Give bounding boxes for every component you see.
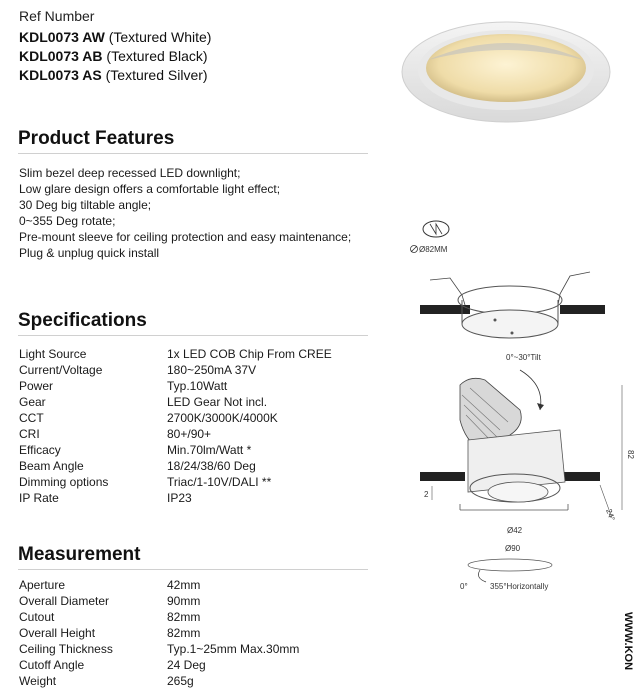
specifications-heading: Specifications (18, 310, 147, 331)
model-finish: (Textured Silver) (105, 67, 208, 83)
measurement-label: Overall Height (19, 626, 96, 640)
technical-diagram (400, 210, 635, 600)
cutoff-angle-label: 24° (604, 507, 617, 523)
spec-label: Current/Voltage (19, 363, 103, 377)
spec-label: Power (19, 379, 54, 393)
model-code: KDL0073 AW (19, 29, 105, 45)
cutout-label: Ø82MM (419, 245, 448, 254)
spec-value: 18/24/38/60 Deg (167, 459, 256, 473)
downlight-product-image (398, 16, 614, 126)
product-features-heading: Product Features (18, 128, 175, 149)
measurement-value: 42mm (167, 578, 201, 592)
rotation-start-label: 0° (460, 582, 468, 591)
measurement-value: 90mm (167, 594, 201, 608)
feature-item: 30 Deg big tiltable angle; (19, 198, 152, 212)
model-finish: (Textured Black) (106, 48, 208, 64)
spec-label: Light Source (19, 347, 87, 361)
measurement-value: 82mm (167, 626, 201, 640)
model-aw (19, 29, 211, 45)
section-divider (18, 153, 368, 154)
thickness-label: 2 (424, 490, 429, 499)
feature-item: Low glare design offers a comfortable light effect; (19, 182, 281, 196)
rotation-indicator (468, 559, 552, 582)
spec-label: Gear (19, 395, 46, 409)
model-as (19, 67, 208, 83)
section-divider (18, 335, 368, 336)
edge-website-text: WWW.KON (622, 612, 634, 671)
feature-item: Plug & unplug quick install (19, 246, 160, 260)
measurement-value: 82mm (167, 610, 201, 624)
spec-value: 80+/90+ (167, 427, 212, 441)
height-label: 82 (626, 450, 635, 459)
model-code: KDL0073 AB (19, 48, 103, 64)
measurement-label: Cutoff Angle (19, 658, 85, 672)
feature-item: 0~355 Deg rotate; (19, 214, 116, 228)
measurement-label: Weight (19, 674, 57, 688)
ref-number-heading: Ref Number (19, 8, 95, 24)
spec-value: Min.70lm/Watt * (167, 443, 252, 457)
spec-value: Triac/1-10V/DALI ** (167, 475, 272, 489)
model-finish: (Textured White) (108, 29, 212, 45)
spec-label: CRI (19, 427, 40, 441)
aperture-label: Ø42 (507, 526, 523, 535)
mounting-sleeve-drawing (420, 272, 605, 338)
section-divider (18, 569, 368, 570)
feature-item: Slim bezel deep recessed LED downlight; (19, 166, 241, 180)
spec-value: IP23 (167, 491, 192, 505)
spec-label: Efficacy (19, 443, 61, 457)
measurement-label: Overall Diameter (19, 594, 110, 608)
measurement-label: Ceiling Thickness (19, 642, 113, 656)
measurement-value: 265g (167, 674, 194, 688)
measurement-value: 24 Deg (167, 658, 206, 672)
tilt-label: 0°~30°Tilt (506, 353, 541, 362)
spec-value: 180~250mA 37V (167, 363, 257, 377)
spec-value: Typ.10Watt (167, 379, 228, 393)
feature-item: Pre-mount sleeve for ceiling protection and easy maintenance; (19, 230, 352, 244)
model-code: KDL0073 AS (19, 67, 102, 83)
spec-value: LED Gear Not incl. (167, 395, 268, 409)
measurement-heading: Measurement (18, 544, 141, 565)
rotation-label: 355°Horizontally (490, 582, 549, 591)
measurement-value: Typ.1~25mm Max.30mm (167, 642, 300, 656)
diameter-label: Ø90 (505, 544, 521, 553)
spec-value: 1x LED COB Chip From CREE (167, 347, 332, 361)
spec-label: CCT (19, 411, 44, 425)
measurement-label: Cutout (19, 610, 55, 624)
spec-value: 2700K/3000K/4000K (167, 411, 278, 425)
spec-label: IP Rate (19, 491, 59, 505)
measurement-label: Aperture (19, 578, 66, 592)
spec-label: Dimming options (19, 475, 109, 489)
model-ab (19, 48, 208, 64)
tilt-luminaire-drawing (420, 370, 622, 518)
spec-label: Beam Angle (19, 459, 84, 473)
